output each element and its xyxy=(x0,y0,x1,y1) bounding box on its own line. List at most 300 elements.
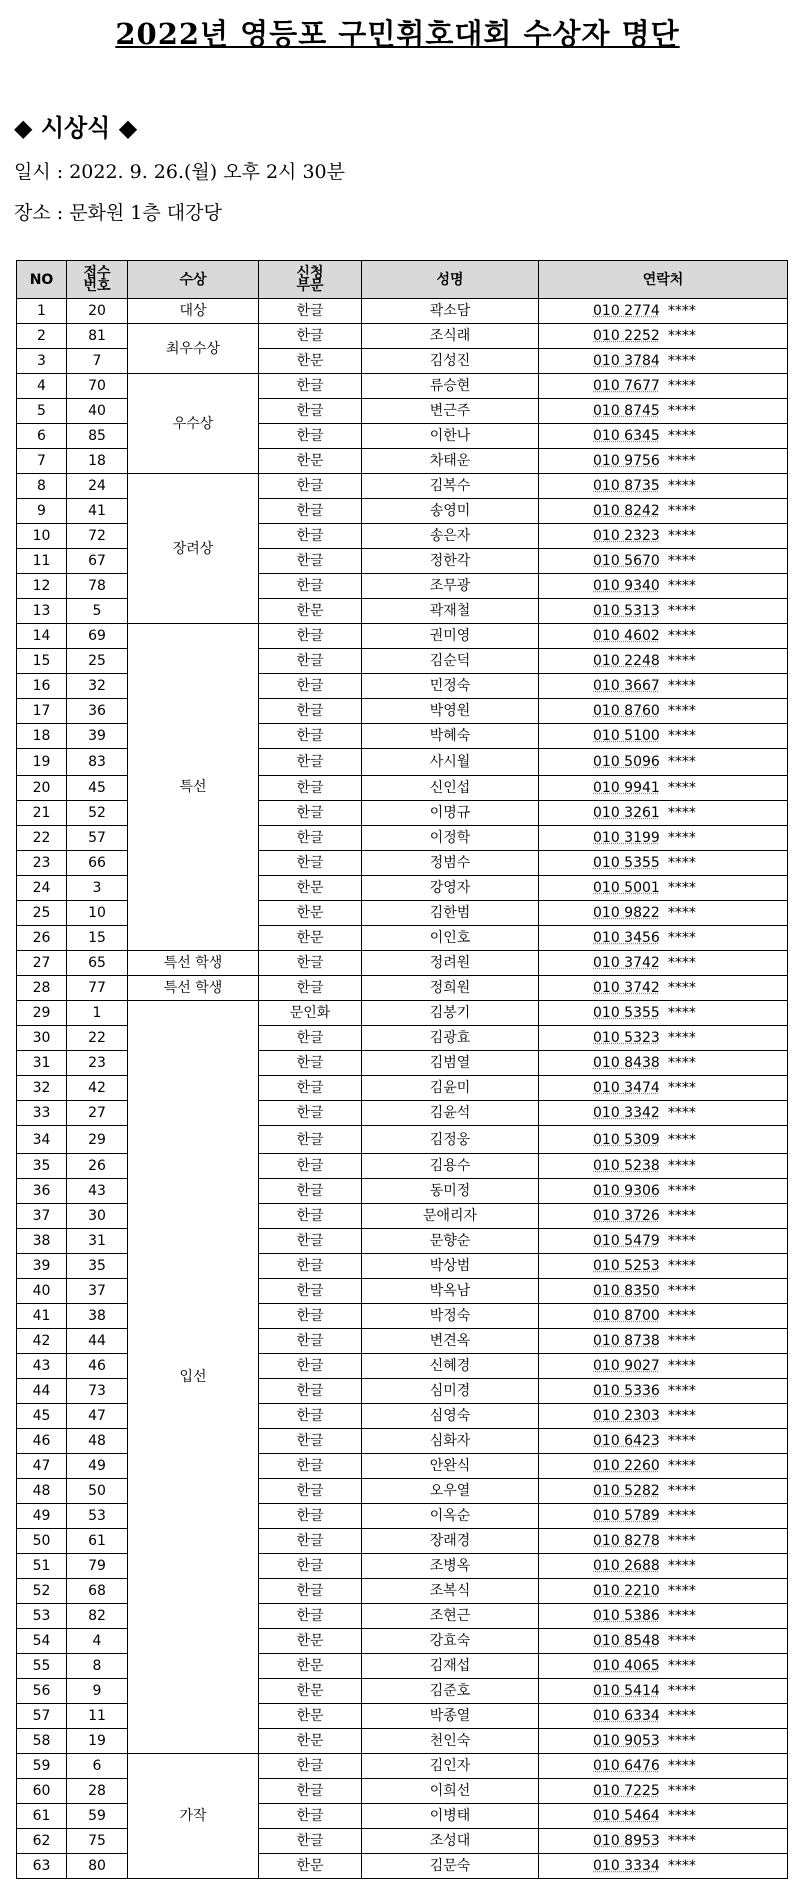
cell-category: 한글 xyxy=(259,1179,362,1204)
cell-no: 52 xyxy=(17,1579,67,1604)
cell-contact xyxy=(539,1304,788,1329)
cell-name: 심미경 xyxy=(362,1379,539,1404)
cell-category: 한글 xyxy=(259,549,362,574)
contact-mask: **** xyxy=(667,728,696,744)
cell-name: 박옥남 xyxy=(362,1279,539,1304)
cell-name: 이옥순 xyxy=(362,1504,539,1529)
contact-number: 010 9306 xyxy=(593,1183,660,1199)
cell-category: 한글 xyxy=(259,1229,362,1254)
header-no: NO xyxy=(17,261,67,299)
cell-no: 20 xyxy=(17,776,67,801)
contact-mask: **** xyxy=(667,830,696,846)
contact-number: 010 9756 xyxy=(593,453,660,469)
awardee-table xyxy=(16,260,788,1879)
contact-mask: **** xyxy=(667,603,696,619)
contact-number: 010 7225 xyxy=(593,1783,660,1799)
cell-no: 16 xyxy=(17,674,67,699)
cell-receipt-no: 36 xyxy=(67,699,128,724)
header-award: 수상 xyxy=(128,261,259,299)
contact-number: 010 5479 xyxy=(593,1233,660,1249)
cell-receipt-no: 65 xyxy=(67,951,128,976)
contact-mask: **** xyxy=(667,428,696,444)
contact-mask: **** xyxy=(667,1333,696,1349)
contact-mask: **** xyxy=(667,1433,696,1449)
cell-name: 장래경 xyxy=(362,1529,539,1554)
cell-contact xyxy=(539,724,788,749)
cell-category: 한글 xyxy=(259,1829,362,1854)
cell-contact xyxy=(539,901,788,926)
cell-name: 정희원 xyxy=(362,976,539,1001)
cell-name: 조무광 xyxy=(362,574,539,599)
contact-mask: **** xyxy=(667,1808,696,1824)
cell-category: 한글 xyxy=(259,1154,362,1179)
cell-no: 24 xyxy=(17,876,67,901)
cell-no: 55 xyxy=(17,1654,67,1679)
cell-no: 35 xyxy=(17,1154,67,1179)
cell-contact xyxy=(539,876,788,901)
cell-contact xyxy=(539,349,788,374)
cell-category: 한글 xyxy=(259,951,362,976)
cell-contact xyxy=(539,749,788,776)
contact-number: 010 8700 xyxy=(593,1308,660,1324)
cell-no: 30 xyxy=(17,1026,67,1051)
cell-category: 한글 xyxy=(259,749,362,776)
cell-contact xyxy=(539,599,788,624)
contact-number: 010 4065 xyxy=(593,1658,660,1674)
cell-contact xyxy=(539,776,788,801)
cell-contact xyxy=(539,1101,788,1126)
cell-receipt-no: 42 xyxy=(67,1076,128,1101)
cell-no: 6 xyxy=(17,424,67,449)
cell-name: 곽소담 xyxy=(362,299,539,324)
cell-contact xyxy=(539,624,788,649)
cell-receipt-no: 15 xyxy=(67,926,128,951)
cell-receipt-no: 27 xyxy=(67,1101,128,1126)
cell-category: 한문 xyxy=(259,449,362,474)
contact-number: 010 8953 xyxy=(593,1833,660,1849)
contact-number: 010 5323 xyxy=(593,1030,660,1046)
contact-mask: **** xyxy=(667,754,696,770)
cell-contact xyxy=(539,1679,788,1704)
cell-receipt-no: 26 xyxy=(67,1154,128,1179)
contact-mask: **** xyxy=(667,678,696,694)
table-row xyxy=(17,1754,788,1779)
cell-name: 강영자 xyxy=(362,876,539,901)
document-title: 2022년 영등포 구민휘호대회 수상자 명단 xyxy=(115,17,680,51)
cell-category: 한문 xyxy=(259,901,362,926)
cell-name: 김인자 xyxy=(362,1754,539,1779)
contact-number: 010 8350 xyxy=(593,1283,660,1299)
cell-name: 김재섭 xyxy=(362,1654,539,1679)
cell-contact xyxy=(539,674,788,699)
cell-category: 한글 xyxy=(259,1804,362,1829)
cell-receipt-no: 43 xyxy=(67,1179,128,1204)
cell-no: 22 xyxy=(17,826,67,851)
cell-receipt-no: 61 xyxy=(67,1529,128,1554)
contact-number: 010 5282 xyxy=(593,1483,660,1499)
cell-contact xyxy=(539,1026,788,1051)
contact-mask: **** xyxy=(667,1080,696,1096)
cell-category: 한글 xyxy=(259,1279,362,1304)
cell-category: 한글 xyxy=(259,1379,362,1404)
cell-name: 박상범 xyxy=(362,1254,539,1279)
cell-no: 40 xyxy=(17,1279,67,1304)
cell-category: 한글 xyxy=(259,1604,362,1629)
cell-name: 송은자 xyxy=(362,524,539,549)
cell-contact xyxy=(539,1229,788,1254)
contact-number: 010 2323 xyxy=(593,528,660,544)
cell-category: 한글 xyxy=(259,1754,362,1779)
ceremony-heading: ◆ 시상식 ◆ xyxy=(14,113,138,142)
contact-number: 010 8738 xyxy=(593,1333,660,1349)
cell-category: 한글 xyxy=(259,801,362,826)
cell-name: 김문숙 xyxy=(362,1854,539,1879)
cell-category: 한글 xyxy=(259,1454,362,1479)
table-row xyxy=(17,374,788,399)
cell-name: 김한범 xyxy=(362,901,539,926)
contact-mask: **** xyxy=(667,1158,696,1174)
cell-receipt-no: 29 xyxy=(67,1126,128,1154)
cell-category: 한글 xyxy=(259,474,362,499)
contact-number: 010 5670 xyxy=(593,553,660,569)
cell-name: 정한각 xyxy=(362,549,539,574)
contact-number: 010 6345 xyxy=(593,428,660,444)
cell-receipt-no: 5 xyxy=(67,599,128,624)
cell-receipt-no: 49 xyxy=(67,1454,128,1479)
cell-no: 51 xyxy=(17,1554,67,1579)
contact-mask: **** xyxy=(667,303,696,319)
header-receipt-no-label: 접수번호 xyxy=(83,264,111,294)
cell-contact xyxy=(539,574,788,599)
cell-category: 한글 xyxy=(259,299,362,324)
cell-receipt-no: 6 xyxy=(67,1754,128,1779)
cell-receipt-no: 24 xyxy=(67,474,128,499)
cell-no: 28 xyxy=(17,976,67,1001)
cell-contact xyxy=(539,1179,788,1204)
cell-category: 한글 xyxy=(259,724,362,749)
cell-no: 54 xyxy=(17,1629,67,1654)
cell-no: 36 xyxy=(17,1179,67,1204)
cell-name: 박종열 xyxy=(362,1704,539,1729)
cell-contact xyxy=(539,1154,788,1179)
cell-category: 한문 xyxy=(259,926,362,951)
contact-number: 010 8760 xyxy=(593,703,660,719)
cell-name: 권미영 xyxy=(362,624,539,649)
cell-receipt-no: 45 xyxy=(67,776,128,801)
cell-contact xyxy=(539,1001,788,1026)
contact-mask: **** xyxy=(667,1508,696,1524)
header-receipt-no xyxy=(67,261,128,299)
cell-no: 31 xyxy=(17,1051,67,1076)
cell-no: 34 xyxy=(17,1126,67,1154)
contact-number: 010 9027 xyxy=(593,1358,660,1374)
cell-contact xyxy=(539,1729,788,1754)
cell-name: 이명규 xyxy=(362,801,539,826)
cell-no: 33 xyxy=(17,1101,67,1126)
cell-category: 한글 xyxy=(259,674,362,699)
cell-no: 23 xyxy=(17,851,67,876)
contact-mask: **** xyxy=(667,855,696,871)
cell-receipt-no: 18 xyxy=(67,449,128,474)
contact-number: 010 5313 xyxy=(593,603,660,619)
cell-no: 15 xyxy=(17,649,67,674)
cell-category: 한글 xyxy=(259,1026,362,1051)
contact-mask: **** xyxy=(667,1183,696,1199)
cell-name: 이희선 xyxy=(362,1779,539,1804)
contact-number: 010 5001 xyxy=(593,880,660,896)
cell-contact xyxy=(539,549,788,574)
cell-no: 58 xyxy=(17,1729,67,1754)
cell-category: 한글 xyxy=(259,1329,362,1354)
table-row xyxy=(17,474,788,499)
cell-name: 박혜숙 xyxy=(362,724,539,749)
cell-name: 이병태 xyxy=(362,1804,539,1829)
cell-receipt-no: 85 xyxy=(67,424,128,449)
cell-no: 9 xyxy=(17,499,67,524)
contact-mask: **** xyxy=(667,1783,696,1799)
cell-receipt-no: 19 xyxy=(67,1729,128,1754)
contact-mask: **** xyxy=(667,1105,696,1121)
cell-name: 변견옥 xyxy=(362,1329,539,1354)
cell-no: 18 xyxy=(17,724,67,749)
contact-number: 010 3474 xyxy=(593,1080,660,1096)
cell-receipt-no: 68 xyxy=(67,1579,128,1604)
contact-number: 010 3334 xyxy=(593,1858,660,1874)
cell-receipt-no: 11 xyxy=(67,1704,128,1729)
cell-name: 안완식 xyxy=(362,1454,539,1479)
cell-name: 곽재철 xyxy=(362,599,539,624)
cell-category: 한글 xyxy=(259,399,362,424)
cell-receipt-no: 50 xyxy=(67,1479,128,1504)
contact-mask: **** xyxy=(667,930,696,946)
cell-no: 56 xyxy=(17,1679,67,1704)
ceremony-date: 일시 : 2022. 9. 26.(월) 오후 2시 30분 xyxy=(14,161,345,183)
cell-name: 이정학 xyxy=(362,826,539,851)
cell-receipt-no: 70 xyxy=(67,374,128,399)
contact-number: 010 2260 xyxy=(593,1458,660,1474)
cell-no: 50 xyxy=(17,1529,67,1554)
contact-number: 010 5414 xyxy=(593,1683,660,1699)
cell-name: 사시월 xyxy=(362,749,539,776)
cell-category: 한글 xyxy=(259,1579,362,1604)
cell-contact xyxy=(539,399,788,424)
contact-mask: **** xyxy=(667,1458,696,1474)
contact-number: 010 3742 xyxy=(593,980,660,996)
cell-contact xyxy=(539,1329,788,1354)
cell-contact xyxy=(539,926,788,951)
cell-name: 김복수 xyxy=(362,474,539,499)
cell-receipt-no: 20 xyxy=(67,299,128,324)
contact-mask: **** xyxy=(667,1258,696,1274)
cell-contact xyxy=(539,1479,788,1504)
cell-contact xyxy=(539,699,788,724)
cell-name: 변근주 xyxy=(362,399,539,424)
cell-no: 27 xyxy=(17,951,67,976)
cell-receipt-no: 67 xyxy=(67,549,128,574)
cell-receipt-no: 3 xyxy=(67,876,128,901)
cell-category: 한문 xyxy=(259,1679,362,1704)
cell-name: 차태운 xyxy=(362,449,539,474)
cell-no: 14 xyxy=(17,624,67,649)
contact-number: 010 2252 xyxy=(593,328,660,344)
cell-name: 김광효 xyxy=(362,1026,539,1051)
cell-no: 17 xyxy=(17,699,67,724)
cell-category: 한글 xyxy=(259,1051,362,1076)
cell-contact xyxy=(539,449,788,474)
cell-category: 한글 xyxy=(259,1554,362,1579)
table-row xyxy=(17,624,788,649)
cell-no: 21 xyxy=(17,801,67,826)
table-row xyxy=(17,324,788,349)
cell-category: 한문 xyxy=(259,876,362,901)
cell-contact xyxy=(539,1051,788,1076)
contact-number: 010 3456 xyxy=(593,930,660,946)
cell-no: 11 xyxy=(17,549,67,574)
cell-receipt-no: 30 xyxy=(67,1204,128,1229)
contact-mask: **** xyxy=(667,328,696,344)
cell-category: 한글 xyxy=(259,826,362,851)
contact-mask: **** xyxy=(667,1131,696,1148)
contact-number: 010 5238 xyxy=(593,1158,660,1174)
cell-category: 한글 xyxy=(259,976,362,1001)
cell-category: 한문 xyxy=(259,1729,362,1754)
contact-mask: **** xyxy=(667,1233,696,1249)
cell-receipt-no: 53 xyxy=(67,1504,128,1529)
table-row xyxy=(17,299,788,324)
cell-name: 조병옥 xyxy=(362,1554,539,1579)
cell-contact xyxy=(539,1076,788,1101)
cell-no: 53 xyxy=(17,1604,67,1629)
cell-name: 이한나 xyxy=(362,424,539,449)
cell-category: 한글 xyxy=(259,1404,362,1429)
contact-mask: **** xyxy=(667,1858,696,1874)
cell-receipt-no: 41 xyxy=(67,499,128,524)
cell-contact xyxy=(539,524,788,549)
cell-category: 한글 xyxy=(259,524,362,549)
contact-mask: **** xyxy=(667,1833,696,1849)
contact-number: 010 8735 xyxy=(593,478,660,494)
contact-mask: **** xyxy=(667,1408,696,1424)
cell-category: 한글 xyxy=(259,1101,362,1126)
cell-no: 43 xyxy=(17,1354,67,1379)
cell-no: 19 xyxy=(17,749,67,776)
cell-no: 37 xyxy=(17,1204,67,1229)
cell-no: 61 xyxy=(17,1804,67,1829)
cell-award: 특선 xyxy=(128,624,259,951)
contact-mask: **** xyxy=(667,378,696,394)
cell-category: 한글 xyxy=(259,574,362,599)
cell-receipt-no: 31 xyxy=(67,1229,128,1254)
contact-mask: **** xyxy=(667,1308,696,1324)
cell-name: 심화자 xyxy=(362,1429,539,1454)
contact-mask: **** xyxy=(667,628,696,644)
cell-receipt-no: 10 xyxy=(67,901,128,926)
cell-category: 한글 xyxy=(259,1479,362,1504)
cell-receipt-no: 38 xyxy=(67,1304,128,1329)
cell-name: 김정웅 xyxy=(362,1126,539,1154)
cell-category: 한글 xyxy=(259,1304,362,1329)
cell-name: 김윤미 xyxy=(362,1076,539,1101)
contact-mask: **** xyxy=(667,1583,696,1599)
cell-name: 정려원 xyxy=(362,951,539,976)
cell-category: 한문 xyxy=(259,599,362,624)
cell-name: 박정숙 xyxy=(362,1304,539,1329)
cell-category: 한글 xyxy=(259,1429,362,1454)
cell-receipt-no: 78 xyxy=(67,574,128,599)
contact-number: 010 2210 xyxy=(593,1583,660,1599)
cell-category: 한문 xyxy=(259,1654,362,1679)
cell-contact xyxy=(539,374,788,399)
cell-no: 41 xyxy=(17,1304,67,1329)
cell-category: 문인화 xyxy=(259,1001,362,1026)
contact-number: 010 9941 xyxy=(593,780,660,796)
cell-name: 김성진 xyxy=(362,349,539,374)
cell-category: 한글 xyxy=(259,1126,362,1154)
cell-no: 29 xyxy=(17,1001,67,1026)
cell-name: 민정숙 xyxy=(362,674,539,699)
cell-receipt-no: 47 xyxy=(67,1404,128,1429)
cell-award: 대상 xyxy=(128,299,259,324)
cell-no: 63 xyxy=(17,1854,67,1879)
cell-category: 한문 xyxy=(259,1854,362,1879)
cell-contact xyxy=(539,474,788,499)
contact-mask: **** xyxy=(667,880,696,896)
cell-receipt-no: 37 xyxy=(67,1279,128,1304)
cell-no: 39 xyxy=(17,1254,67,1279)
cell-name: 동미정 xyxy=(362,1179,539,1204)
contact-number: 010 6476 xyxy=(593,1758,660,1774)
cell-receipt-no: 52 xyxy=(67,801,128,826)
contact-mask: **** xyxy=(667,403,696,419)
cell-name: 신인섭 xyxy=(362,776,539,801)
cell-category: 한문 xyxy=(259,1704,362,1729)
table-row xyxy=(17,976,788,1001)
cell-category: 한글 xyxy=(259,1354,362,1379)
contact-mask: **** xyxy=(667,353,696,369)
cell-name: 송영미 xyxy=(362,499,539,524)
cell-contact xyxy=(539,1529,788,1554)
contact-number: 010 5096 xyxy=(593,754,660,770)
cell-contact xyxy=(539,976,788,1001)
cell-no: 25 xyxy=(17,901,67,926)
cell-no: 32 xyxy=(17,1076,67,1101)
contact-mask: **** xyxy=(667,1005,696,1021)
cell-category: 한글 xyxy=(259,424,362,449)
contact-number: 010 5100 xyxy=(593,728,660,744)
cell-contact xyxy=(539,801,788,826)
contact-number: 010 4602 xyxy=(593,628,660,644)
contact-number: 010 7677 xyxy=(593,378,660,394)
cell-no: 12 xyxy=(17,574,67,599)
cell-no: 8 xyxy=(17,474,67,499)
contact-number: 010 5336 xyxy=(593,1383,660,1399)
cell-name: 신혜경 xyxy=(362,1354,539,1379)
cell-no: 57 xyxy=(17,1704,67,1729)
cell-no: 26 xyxy=(17,926,67,951)
header-category xyxy=(259,261,362,299)
cell-name: 심영숙 xyxy=(362,1404,539,1429)
cell-receipt-no: 9 xyxy=(67,1679,128,1704)
contact-number: 010 9822 xyxy=(593,905,660,921)
contact-mask: **** xyxy=(667,1283,696,1299)
cell-category: 한글 xyxy=(259,1076,362,1101)
cell-no: 45 xyxy=(17,1404,67,1429)
cell-receipt-no: 66 xyxy=(67,851,128,876)
contact-number: 010 8745 xyxy=(593,403,660,419)
cell-name: 김봉기 xyxy=(362,1001,539,1026)
cell-contact xyxy=(539,1254,788,1279)
cell-name: 조식래 xyxy=(362,324,539,349)
